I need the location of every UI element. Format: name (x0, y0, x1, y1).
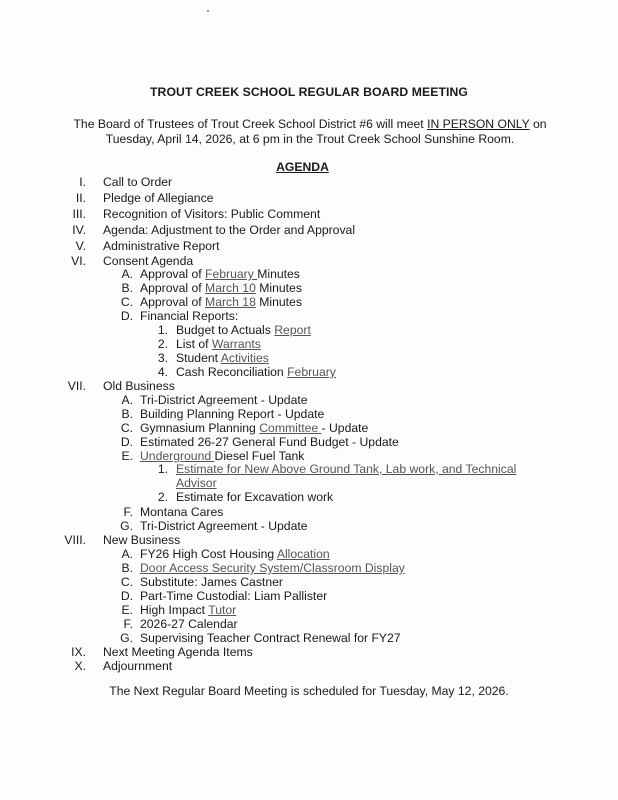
item-number: IV. (72, 223, 86, 237)
item-label: Recognition of Visitors: Public Comment (103, 207, 321, 221)
item-letter: C. (120, 421, 133, 435)
item-letter: B. (121, 561, 133, 575)
item-label: Financial Reports: (140, 309, 239, 323)
item-letter: A. (121, 393, 133, 407)
scan-speck (207, 10, 209, 12)
item-number: 2. (157, 337, 168, 351)
item-label-end: - Update (321, 421, 369, 435)
agenda-heading: AGENDA (276, 160, 329, 174)
item-label: New Business (103, 533, 181, 547)
item-letter: F. (123, 617, 133, 631)
allocation-link[interactable]: Allocation (276, 547, 330, 561)
estimate-link-continued[interactable]: Advisor (176, 476, 217, 490)
item-label: Cash Reconciliation (176, 365, 288, 379)
item-letter: C. (120, 295, 133, 309)
item-label: Administrative Report (103, 239, 220, 253)
item-label: Gymnasium Planning (140, 421, 260, 435)
item-label: Montana Cares (140, 505, 224, 519)
item-number: III. (72, 207, 86, 221)
report-link[interactable]: Report (274, 323, 311, 337)
notice-text: The Board of Trustees of Trout Creek School District #6 will meet (73, 117, 428, 131)
item-number: VIII. (64, 533, 86, 547)
item-number: X. (74, 659, 86, 673)
item-label: Next Meeting Agenda Items (103, 645, 253, 659)
item-number: II. (75, 191, 86, 205)
item-number: 1. (157, 323, 168, 337)
item-number: 4. (157, 365, 168, 379)
item-letter: B. (121, 407, 133, 421)
item-letter: G. (120, 631, 133, 645)
item-label: Pledge of Allegiance (103, 191, 214, 205)
item-number: VII. (67, 379, 86, 393)
item-letter: B. (121, 281, 133, 295)
page-title: TROUT CREEK SCHOOL REGULAR BOARD MEETING (150, 85, 468, 99)
item-letter: A. (121, 547, 133, 561)
item-label-end: Minutes (255, 281, 302, 295)
item-letter: G. (120, 519, 133, 533)
item-label-end: Minutes (257, 267, 300, 281)
warrants-link[interactable]: Warrants (211, 337, 261, 351)
minutes-link[interactable]: March 18 (205, 295, 256, 309)
item-label: Building Planning Report - Update (140, 407, 325, 421)
item-label: Supervising Teacher Contract Renewal for FY27 (140, 631, 401, 645)
item-number: 1. (157, 462, 168, 476)
item-letter: A. (121, 267, 133, 281)
item-letter: E. (121, 449, 133, 463)
item-number: V. (75, 239, 86, 253)
meeting-notice (30, 117, 590, 147)
item-label: Substitute: James Castner (140, 575, 283, 589)
item-label: High Impact (140, 603, 209, 617)
item-label: Tri-District Agreement - Update (140, 393, 308, 407)
item-label: Approval of (140, 295, 206, 309)
item-label: Adjournment (103, 659, 173, 673)
item-label: Budget to Actuals (176, 323, 275, 337)
item-letter: D. (120, 435, 133, 449)
item-label: Agenda: Adjustment to the Order and Approval (103, 223, 356, 237)
item-label: List of (176, 337, 212, 351)
committee-link[interactable]: Committee (259, 421, 322, 435)
item-letter: D. (120, 309, 133, 323)
next-meeting-note: The Next Regular Board Meeting is scheduled for Tuesday, May 12, 2026. (109, 684, 509, 698)
item-label-end: Diesel Fuel Tank (214, 449, 305, 463)
item-letter: F. (123, 505, 133, 519)
tutor-link[interactable]: Tutor (208, 603, 237, 617)
item-number: I. (79, 175, 86, 189)
item-letter: C. (120, 575, 133, 589)
item-number: IX. (71, 645, 86, 659)
item-label: Old Business (103, 379, 175, 393)
item-label: 2026-27 Calendar (140, 617, 238, 631)
estimate-link[interactable]: Estimate for New Above Ground Tank, Lab work, and Technical (176, 462, 517, 476)
minutes-link[interactable]: March 10 (205, 281, 256, 295)
item-number: 3. (157, 351, 168, 365)
item-label: Approval of (140, 281, 206, 295)
item-label: Approval of (140, 267, 206, 281)
item-label: Part-Time Custodial: Liam Pallister (140, 589, 328, 603)
notice-date-location: Tuesday, April 14, 2026, at 6 pm in the Trout Creek School Sunshine Room. (105, 132, 515, 146)
item-label: Estimate for Excavation work (176, 490, 334, 504)
item-label: Consent Agenda (103, 254, 194, 268)
item-label: Student (176, 351, 221, 365)
notice-emphasis: IN PERSON ONLY (427, 117, 530, 131)
item-number: VI. (71, 254, 86, 268)
notice-text-end: on (529, 117, 547, 131)
item-label: Estimated 26-27 General Fund Budget - Update (140, 435, 399, 449)
item-letter: E. (121, 603, 133, 617)
item-label: Call to Order (103, 175, 173, 189)
activities-link[interactable]: Activities (220, 351, 269, 365)
item-label: FY26 High Cost Housing (140, 547, 277, 561)
security-system-link[interactable]: Door Access Security System/Classroom Display (140, 561, 405, 575)
item-label-end: Minutes (255, 295, 302, 309)
reconciliation-link[interactable]: February (287, 365, 336, 379)
item-letter: D. (120, 589, 133, 603)
item-number: 2. (157, 490, 168, 504)
underground-link[interactable]: Underground (140, 449, 215, 463)
minutes-link[interactable]: February (205, 267, 258, 281)
item-label: Tri-District Agreement - Update (140, 519, 308, 533)
